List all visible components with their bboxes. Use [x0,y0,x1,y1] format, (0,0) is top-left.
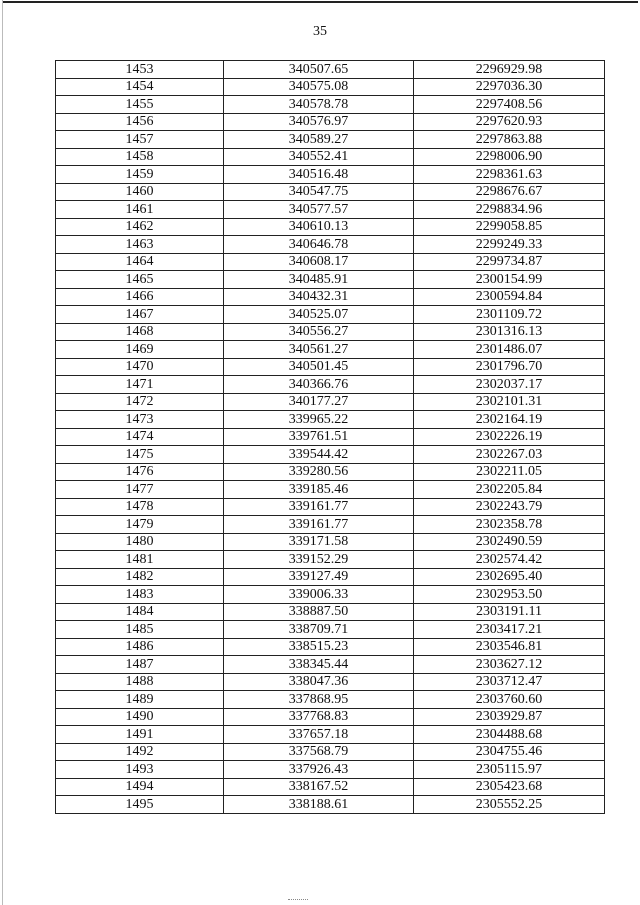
point-number-cell: 1481 [56,551,224,569]
x-coordinate-cell: 340556.27 [224,323,414,341]
x-coordinate-cell: 339006.33 [224,586,414,604]
y-coordinate-cell: 2296929.98 [414,61,605,79]
y-coordinate-cell: 2298006.90 [414,148,605,166]
point-number-cell: 1484 [56,603,224,621]
x-coordinate-cell: 340561.27 [224,341,414,359]
y-coordinate-cell: 2303929.87 [414,708,605,726]
x-coordinate-cell: 340578.78 [224,96,414,114]
y-coordinate-cell: 2298676.67 [414,183,605,201]
table-row [56,183,605,201]
point-number-cell: 1473 [56,411,224,429]
table-row [56,131,605,149]
point-number-cell: 1477 [56,481,224,499]
x-coordinate-cell: 339127.49 [224,568,414,586]
bottom-scan-mark [288,899,308,901]
x-coordinate-cell: 340516.48 [224,166,414,184]
y-coordinate-cell: 2302267.03 [414,446,605,464]
point-number-cell: 1471 [56,376,224,394]
point-number-cell: 1459 [56,166,224,184]
table-row [56,603,605,621]
point-number-cell: 1495 [56,796,224,814]
x-coordinate-cell: 340366.76 [224,376,414,394]
x-coordinate-cell: 340177.27 [224,393,414,411]
point-number-cell: 1492 [56,743,224,761]
point-number-cell: 1487 [56,656,224,674]
point-number-cell: 1457 [56,131,224,149]
table-row [56,96,605,114]
point-number-cell: 1479 [56,516,224,534]
y-coordinate-cell: 2302358.78 [414,516,605,534]
y-coordinate-cell: 2302211.05 [414,463,605,481]
point-number-cell: 1488 [56,673,224,691]
x-coordinate-cell: 340576.97 [224,113,414,131]
y-coordinate-cell: 2304755.46 [414,743,605,761]
y-coordinate-cell: 2302490.59 [414,533,605,551]
y-coordinate-cell: 2305423.68 [414,778,605,796]
point-number-cell: 1456 [56,113,224,131]
y-coordinate-cell: 2303417.21 [414,621,605,639]
table-row [56,568,605,586]
table-row [56,516,605,534]
x-coordinate-cell: 338188.61 [224,796,414,814]
y-coordinate-cell: 2305552.25 [414,796,605,814]
point-number-cell: 1454 [56,78,224,96]
table-row [56,656,605,674]
x-coordinate-cell: 339280.56 [224,463,414,481]
x-coordinate-cell: 337568.79 [224,743,414,761]
y-coordinate-cell: 2299249.33 [414,236,605,254]
table-row [56,78,605,96]
x-coordinate-cell: 338709.71 [224,621,414,639]
x-coordinate-cell: 338515.23 [224,638,414,656]
page-number: 35 [313,24,327,39]
table-row [56,481,605,499]
point-number-cell: 1489 [56,691,224,709]
y-coordinate-cell: 2302164.19 [414,411,605,429]
table-row [56,376,605,394]
x-coordinate-cell: 338167.52 [224,778,414,796]
coordinates-table [55,60,605,814]
table-row [56,341,605,359]
x-coordinate-cell: 340646.78 [224,236,414,254]
x-coordinate-cell: 339761.51 [224,428,414,446]
table-row [56,638,605,656]
point-number-cell: 1466 [56,288,224,306]
point-number-cell: 1467 [56,306,224,324]
x-coordinate-cell: 340547.75 [224,183,414,201]
y-coordinate-cell: 2297408.56 [414,96,605,114]
point-number-cell: 1493 [56,761,224,779]
table-row [56,61,605,79]
point-number-cell: 1480 [56,533,224,551]
table-row [56,411,605,429]
x-coordinate-cell: 340608.17 [224,253,414,271]
point-number-cell: 1490 [56,708,224,726]
x-coordinate-cell: 339161.77 [224,516,414,534]
table-row [56,323,605,341]
y-coordinate-cell: 2304488.68 [414,726,605,744]
top-border-line [2,1,638,3]
table-row [56,533,605,551]
x-coordinate-cell: 339544.42 [224,446,414,464]
y-coordinate-cell: 2303760.60 [414,691,605,709]
x-coordinate-cell: 339185.46 [224,481,414,499]
table-row [56,463,605,481]
y-coordinate-cell: 2297036.30 [414,78,605,96]
x-coordinate-cell: 337657.18 [224,726,414,744]
x-coordinate-cell: 337768.83 [224,708,414,726]
table-row [56,498,605,516]
point-number-cell: 1461 [56,201,224,219]
y-coordinate-cell: 2302226.19 [414,428,605,446]
point-number-cell: 1463 [56,236,224,254]
point-number-cell: 1483 [56,586,224,604]
table-row [56,428,605,446]
x-coordinate-cell: 339161.77 [224,498,414,516]
point-number-cell: 1468 [56,323,224,341]
x-coordinate-cell: 338887.50 [224,603,414,621]
y-coordinate-cell: 2303712.47 [414,673,605,691]
x-coordinate-cell: 339965.22 [224,411,414,429]
table-row [56,446,605,464]
point-number-cell: 1494 [56,778,224,796]
x-coordinate-cell: 340501.45 [224,358,414,376]
table-row [56,708,605,726]
y-coordinate-cell: 2303546.81 [414,638,605,656]
table-row [56,761,605,779]
table-row [56,726,605,744]
x-coordinate-cell: 340485.91 [224,271,414,289]
point-number-cell: 1462 [56,218,224,236]
y-coordinate-cell: 2302037.17 [414,376,605,394]
table-row [56,306,605,324]
y-coordinate-cell: 2303627.12 [414,656,605,674]
table-row [56,253,605,271]
table-row [56,113,605,131]
point-number-cell: 1491 [56,726,224,744]
y-coordinate-cell: 2299734.87 [414,253,605,271]
point-number-cell: 1485 [56,621,224,639]
point-number-cell: 1478 [56,498,224,516]
table-row [56,778,605,796]
table-row [56,236,605,254]
point-number-cell: 1458 [56,148,224,166]
point-number-cell: 1464 [56,253,224,271]
y-coordinate-cell: 2301109.72 [414,306,605,324]
point-number-cell: 1453 [56,61,224,79]
point-number-cell: 1475 [56,446,224,464]
table-row [56,621,605,639]
table-row [56,218,605,236]
x-coordinate-cell: 337868.95 [224,691,414,709]
y-coordinate-cell: 2298361.63 [414,166,605,184]
point-number-cell: 1474 [56,428,224,446]
table-row [56,691,605,709]
y-coordinate-cell: 2300594.84 [414,288,605,306]
x-coordinate-cell: 337926.43 [224,761,414,779]
x-coordinate-cell: 340575.08 [224,78,414,96]
y-coordinate-cell: 2305115.97 [414,761,605,779]
x-coordinate-cell: 339152.29 [224,551,414,569]
y-coordinate-cell: 2302574.42 [414,551,605,569]
table-row [56,551,605,569]
x-coordinate-cell: 338047.36 [224,673,414,691]
y-coordinate-cell: 2301486.07 [414,341,605,359]
y-coordinate-cell: 2300154.99 [414,271,605,289]
y-coordinate-cell: 2302101.31 [414,393,605,411]
left-scan-edge [2,0,3,905]
point-number-cell: 1476 [56,463,224,481]
y-coordinate-cell: 2301316.13 [414,323,605,341]
y-coordinate-cell: 2303191.11 [414,603,605,621]
y-coordinate-cell: 2297863.88 [414,131,605,149]
y-coordinate-cell: 2298834.96 [414,201,605,219]
point-number-cell: 1482 [56,568,224,586]
x-coordinate-cell: 339171.58 [224,533,414,551]
point-number-cell: 1470 [56,358,224,376]
table-row [56,393,605,411]
y-coordinate-cell: 2302205.84 [414,481,605,499]
point-number-cell: 1460 [56,183,224,201]
point-number-cell: 1465 [56,271,224,289]
point-number-cell: 1455 [56,96,224,114]
table-row [56,358,605,376]
x-coordinate-cell: 340577.57 [224,201,414,219]
table-row [56,271,605,289]
table-row [56,673,605,691]
table-row [56,166,605,184]
point-number-cell: 1472 [56,393,224,411]
x-coordinate-cell: 340552.41 [224,148,414,166]
y-coordinate-cell: 2302243.79 [414,498,605,516]
y-coordinate-cell: 2299058.85 [414,218,605,236]
table-row [56,586,605,604]
table-row [56,148,605,166]
table-row [56,796,605,814]
y-coordinate-cell: 2301796.70 [414,358,605,376]
x-coordinate-cell: 340432.31 [224,288,414,306]
x-coordinate-cell: 338345.44 [224,656,414,674]
y-coordinate-cell: 2302695.40 [414,568,605,586]
table-row [56,743,605,761]
x-coordinate-cell: 340507.65 [224,61,414,79]
y-coordinate-cell: 2297620.93 [414,113,605,131]
table-row [56,201,605,219]
coordinates-table-body [56,61,605,814]
y-coordinate-cell: 2302953.50 [414,586,605,604]
table-row [56,288,605,306]
x-coordinate-cell: 340525.07 [224,306,414,324]
x-coordinate-cell: 340589.27 [224,131,414,149]
point-number-cell: 1486 [56,638,224,656]
x-coordinate-cell: 340610.13 [224,218,414,236]
point-number-cell: 1469 [56,341,224,359]
